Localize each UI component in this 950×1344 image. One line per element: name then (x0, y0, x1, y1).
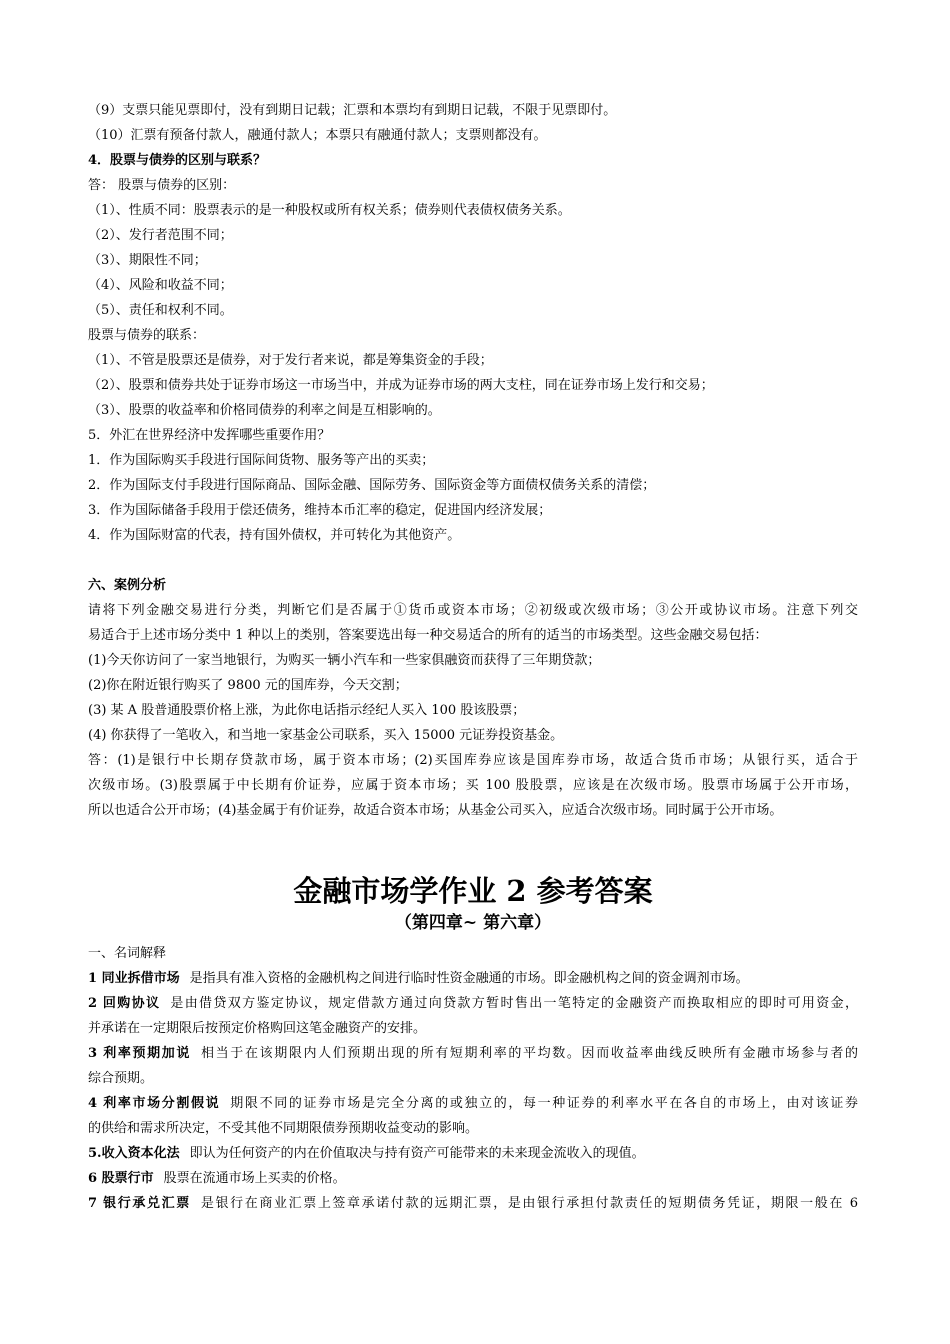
term-definition: 是由借贷双方鉴定协议，规定借款方通过向贷款方暂时售出一笔特定的金融资产而换取相应的即时可用资金， (170, 996, 858, 1011)
case-analysis-heading: 六、案例分析 (88, 578, 167, 593)
text-line: 1．作为国际购买手段进行国际间货物、服务等产出的买卖； (88, 453, 435, 468)
text-line: （4）、风险和收益不同； (88, 278, 233, 293)
question-4-heading: 4．股票与债券的区别与联系？ (88, 153, 267, 168)
term-entry (88, 991, 858, 1016)
term-definition-continued: 并承诺在一定期限后按预定价格购回这笔金融资产的安排。 (88, 1021, 427, 1036)
term-definition: 是指具有准入资格的金融机构之间进行临时性资金融通的市场。即金融机构之间的资金调剂市场。 (189, 971, 749, 986)
term-name: 1 同业拆借市场 (88, 971, 180, 986)
term-definition: 即认为任何资产的内在价值取决与持有资产可能带来的未来现金流收入的现值。 (189, 1146, 645, 1161)
answer-line: 所以也适合公开市场；(4)基金属于有价证券，故适合资本市场；从基金公司买入，应适合次级市场。同时属于公开市场。 (88, 803, 783, 818)
text-line: 3．作为国际储备手段用于偿还债务，维持本币汇率的稳定，促进国内经济发展； (88, 503, 552, 518)
term-entry (88, 966, 858, 991)
case-item: (2)你在附近银行购买了 9800 元的国库券，今天交割； (88, 678, 408, 693)
section-heading: 一、名词解释 (88, 946, 167, 961)
term-name: 5.收入资本化法 (88, 1146, 180, 1161)
term-name: 4 利率市场分割假说 (88, 1096, 221, 1111)
term-definition: 是银行在商业汇票上签章承诺付款的远期汇票，是由银行承担付款责任的短期债务凭证，期限一般在 6 (200, 1196, 858, 1211)
term-entry (88, 1166, 858, 1191)
text-line: 易适合于上述市场分类中 1 种以上的类别，答案要选出每一种交易适合的所有的适当的市场类型。这些金融交易包括： (88, 628, 768, 643)
term-entry (88, 1041, 858, 1066)
homework-2-subtitle: （第四章~ 第六章） (394, 913, 552, 933)
text-line: 请将下列金融交易进行分类，判断它们是否属于①货币或资本市场；②初级或次级市场；③公开或协议市场。注意下列交 (88, 603, 858, 618)
text-line: （2）、股票和债券共处于证券市场这一市场当中，并成为证券市场的两大支柱，同在证券市场上发行和交易； (88, 378, 714, 393)
text-line: （1）、性质不同：股票表示的是一种股权或所有权关系；债券则代表债权债务关系。 (88, 203, 571, 218)
text-line: （1）、不管是股票还是债券，对于发行者来说，都是筹集资金的手段； (88, 353, 493, 368)
term-definition: 相当于在该期限内人们预期出现的所有短期利率的平均数。因而收益率曲线反映所有金融市场参与者的 (201, 1046, 858, 1061)
term-name: 2 回购协议 (88, 996, 161, 1011)
text-line: （2）、发行者范围不同； (88, 228, 233, 243)
text-line: （3）、期限性不同； (88, 253, 207, 268)
answer-line: 答：(1)是银行中长期存贷款市场，属于资本市场；(2)买国库券应该是国库券市场，故适合货币市场；从银行买，适合于 (88, 753, 858, 768)
term-definition-continued: 的供给和需求所决定，不受其他不同期限债券预期收益变动的影响。 (88, 1121, 479, 1136)
spacer (88, 548, 858, 573)
term-name: 6 股票行市 (88, 1171, 154, 1186)
text-line: 4．作为国际财富的代表，持有国外债权，并可转化为其他资产。 (88, 528, 461, 543)
text-line: （5）、责任和权利不同。 (88, 303, 233, 318)
homework-2-title: 金融市场学作业 2 参考答案 (293, 874, 653, 908)
text-line: 答： 股票与债券的区别： (88, 178, 236, 193)
case-item: (1)今天你访问了一家当地银行，为购买一辆小汽车和一些家俱融资而获得了三年期贷款； (88, 653, 601, 668)
term-definition-continued: 综合预期。 (88, 1071, 154, 1086)
text-line: （9）支票只能见票即付，没有到期日记载；汇票和本票均有到期日记载，不限于见票即付。 (88, 103, 617, 118)
term-name: 7 银行承兑汇票 (88, 1196, 191, 1211)
text-line: 股票与债券的联系： (88, 328, 206, 343)
term-definition: 期限不同的证券市场是完全分离的或独立的，每一种证券的利率水平在各自的市场上，由对该证券 (230, 1096, 858, 1111)
term-entry (88, 1191, 858, 1216)
term-name: 3 利率预期加说 (88, 1046, 192, 1061)
text-line: （10）汇票有预备付款人，融通付款人；本票只有融通付款人；支票则都没有。 (88, 128, 547, 143)
question-5-heading: 5．外汇在世界经济中发挥哪些重要作用？ (88, 428, 331, 443)
page-content (88, 98, 858, 1216)
term-entry (88, 1141, 858, 1166)
text-line: 2．作为国际支付手段进行国际商品、国际金融、国际劳务、国际资金等方面债权债务关系的清偿； (88, 478, 656, 493)
case-item: (3) 某 A 股普通股票价格上涨，为此你电话指示经纪人买入 100 股该股票； (88, 703, 526, 718)
text-line: （3）、股票的收益率和价格同债券的利率之间是互相影响的。 (88, 403, 441, 418)
term-definition: 股票在流通市场上买卖的价格。 (163, 1171, 346, 1186)
case-item: (4) 你获得了一笔收入，和当地一家基金公司联系，买入 15000 元证券投资基金。 (88, 728, 564, 743)
term-entry (88, 1091, 858, 1116)
answer-line: 次级市场。(3)股票属于中长期有价证券，应属于资本市场；买 100 股股票，应该是在次级市场。股票市场属于公开市场， (88, 778, 858, 793)
